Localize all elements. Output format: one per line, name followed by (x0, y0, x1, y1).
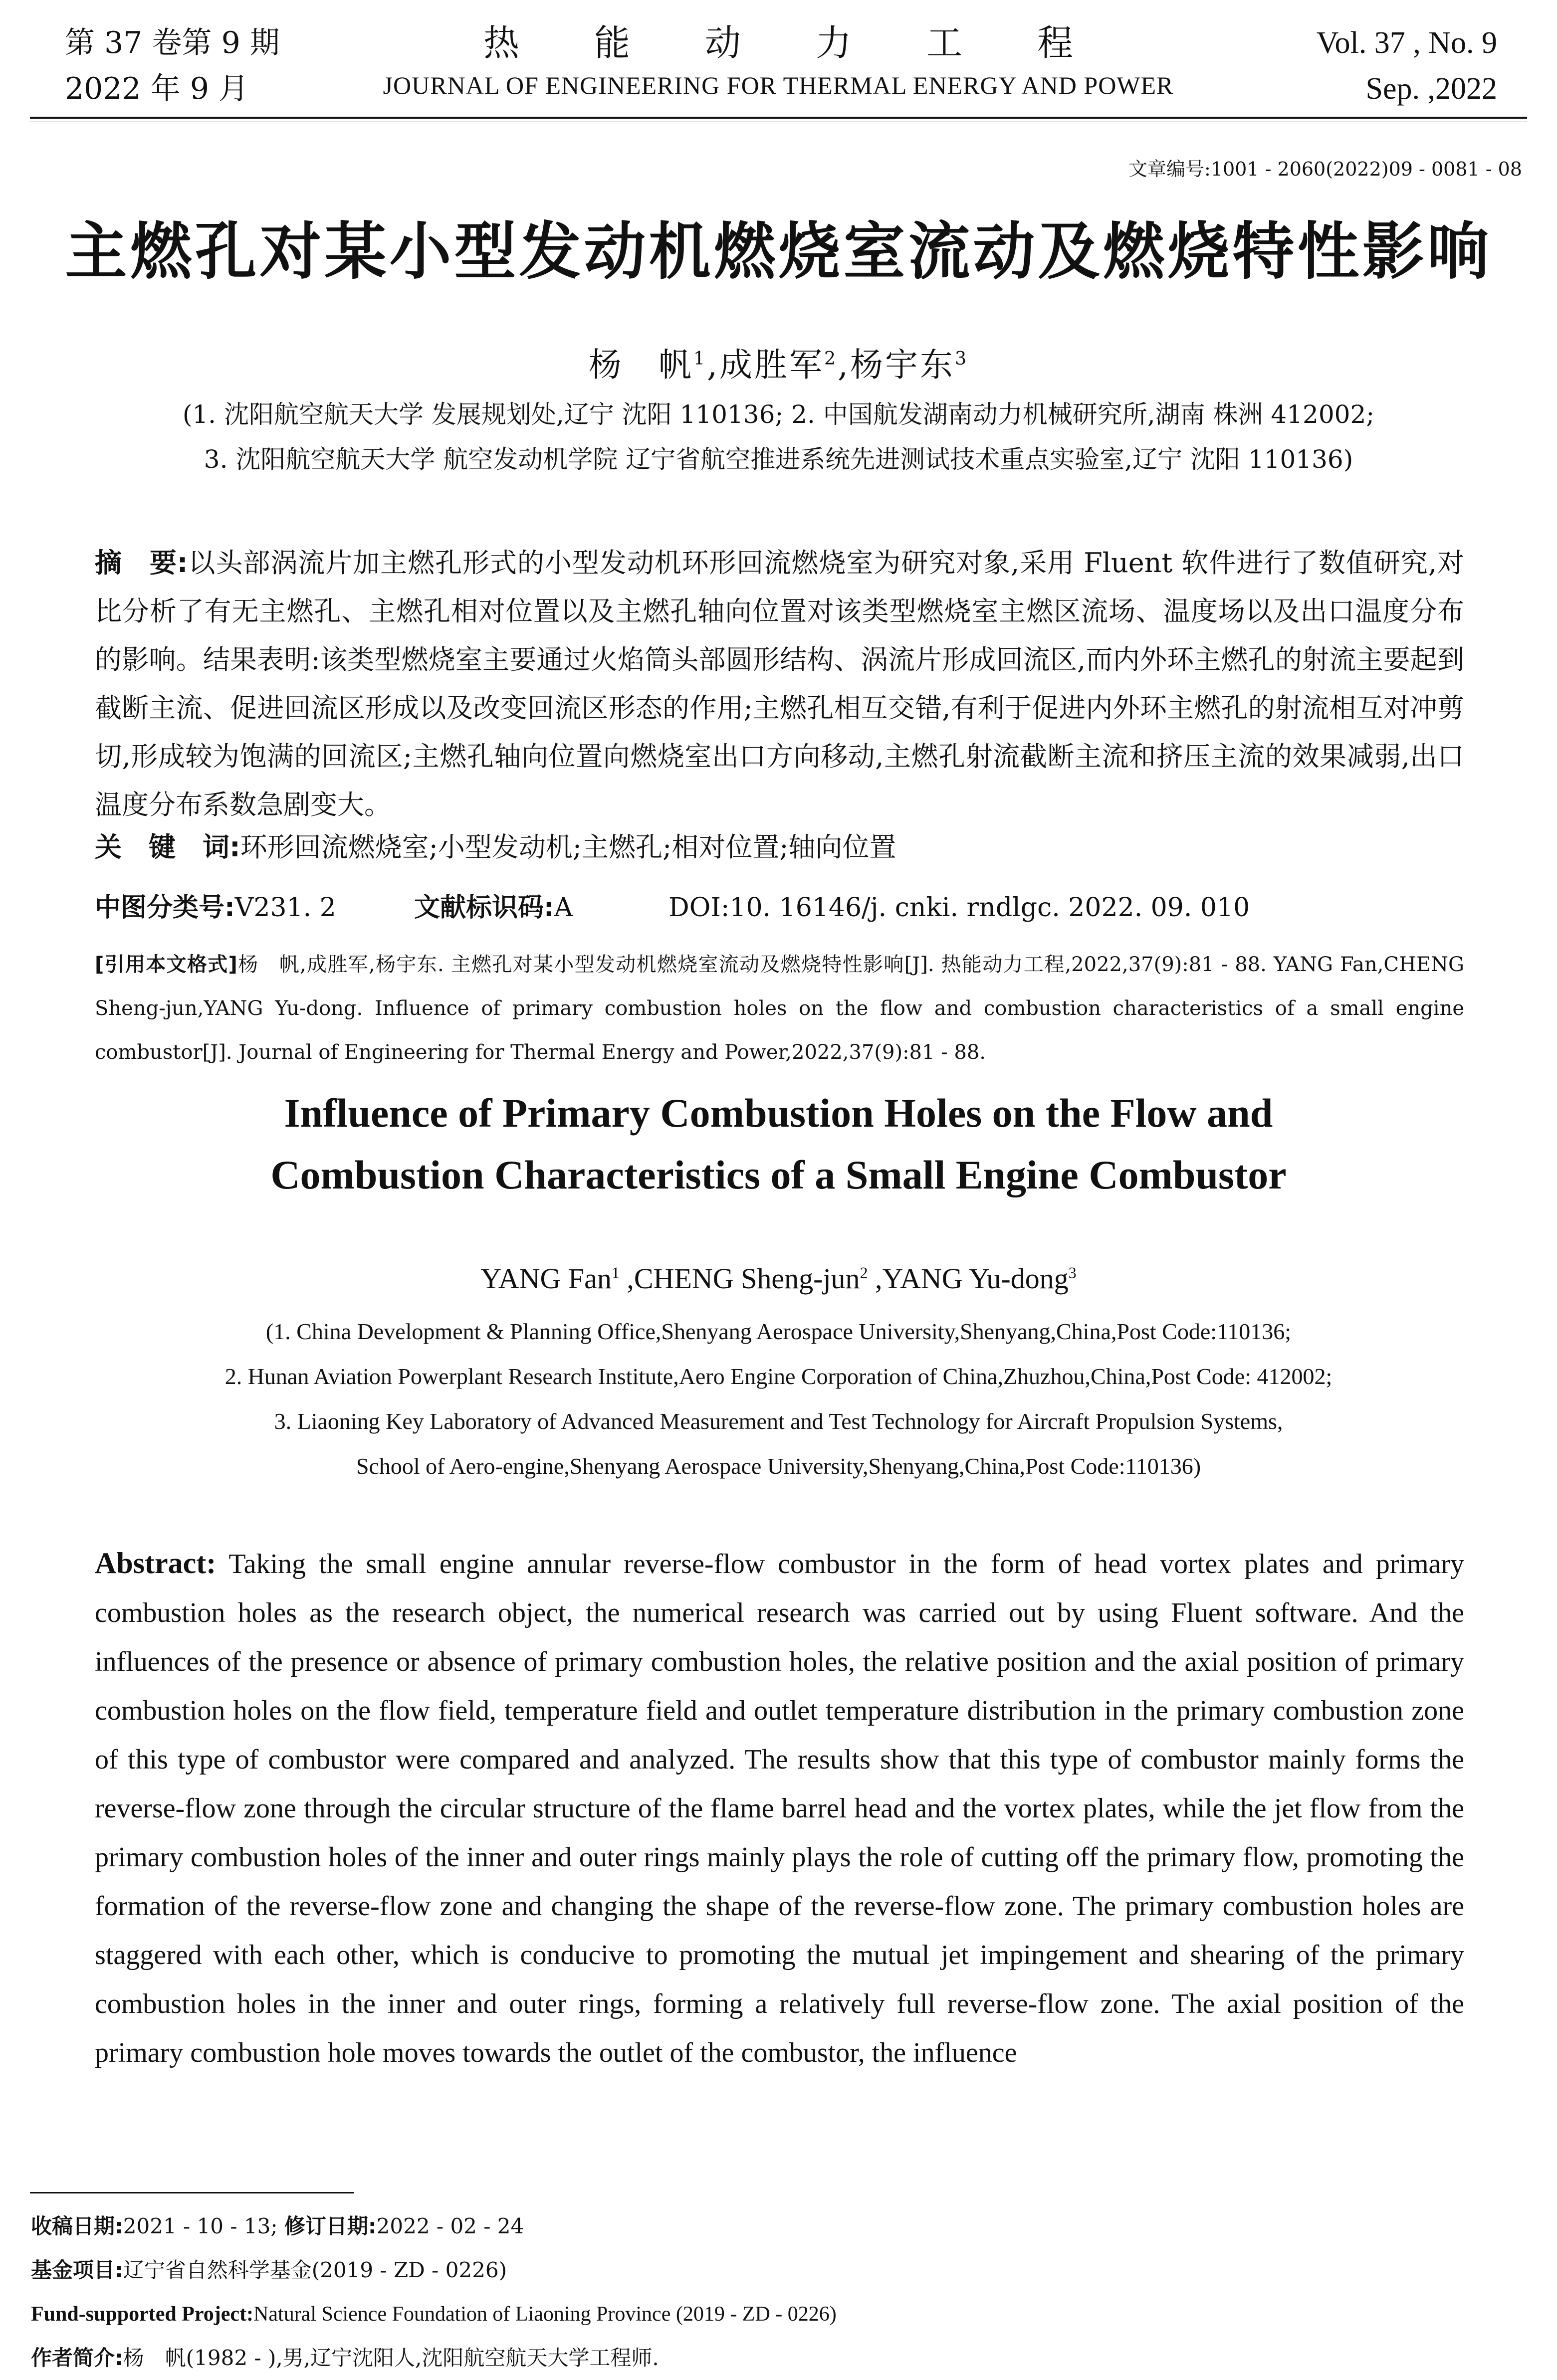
author-cn: 成胜军 (719, 346, 824, 384)
title-en (0, 1082, 1557, 1206)
journal-name-en: JOURNAL OF ENGINEERING FOR THERMAL ENERGY AND POWER (383, 71, 1174, 99)
header-center (349, 20, 1207, 105)
keywords-cn (95, 823, 1464, 871)
keywords-cn-label: 关 键 词: (95, 831, 240, 863)
citation-label: [引用本文格式] (95, 953, 237, 976)
doc-code-label: 文献标识码: (414, 893, 554, 923)
footnote-rule (30, 2192, 354, 2193)
footnote-fund-en (31, 2292, 837, 2336)
fund-cn-label: 基金项目: (31, 2258, 123, 2282)
author-separator: , (838, 346, 851, 384)
header-right (1317, 20, 1497, 112)
fund-cn-value: 辽宁省自然科学基金(2019 - ZD - 0226) (123, 2258, 507, 2282)
author-separator: , (619, 1262, 634, 1295)
author-affiliation-mark: 1 (611, 1264, 620, 1282)
footnote-dates (31, 2204, 837, 2248)
author-en: YANG Fan (480, 1262, 612, 1295)
volume-issue-en: Vol. 37 , No. 9 (1316, 26, 1497, 60)
classification-line (95, 885, 1250, 930)
author-affiliation-mark: 2 (860, 1264, 868, 1282)
abstract-cn (95, 539, 1464, 829)
author-separator: , (868, 1262, 883, 1295)
author-affiliation-mark: 3 (1068, 1264, 1077, 1282)
abstract-en-label: Abstract: (95, 1547, 217, 1580)
doc-code-value: A (554, 893, 573, 923)
doi: DOI:10. 16146/j. cnki. rndlgc. 2022. 09. 010 (668, 893, 1250, 923)
fund-en-value: Natural Science Foundation of Liaoning Province (2019 - ZD - 0226) (253, 2303, 837, 2326)
affiliation-line: School of Aero-engine,Shenyang Aerospace University,Shenyang,China,Post Code:110136) (356, 1453, 1201, 1479)
revised-value: 2022 - 02 - 24 (376, 2214, 524, 2238)
title-en-line: Influence of Primary Combustion Holes on the Flow and (284, 1090, 1273, 1136)
clc-value: V231. 2 (234, 893, 336, 923)
author-bio-value: 杨 帆(1982 - ),男,辽宁沈阳人,沈阳航空航天大学工程师. (123, 2346, 659, 2370)
title-en-line: Combustion Characteristics of a Small Engine Combustor (270, 1152, 1287, 1197)
author-bio-label: 作者简介: (31, 2346, 123, 2370)
citation-text: 杨 帆,成胜军,杨宇东. 主燃孔对某小型发动机燃烧室流动及燃烧特性影响[J]. 热能动力工程,2022,37(9):81 - 88. YANG Fan,CHENG Sheng-jun,YANG Yu-dong. Influence of primary combustion holes on the flow and combustion characteristics of a small engine combustor[J]. Journal of Engineering for Thermal Energy and Power,2022,37(9):81 - 88. (95, 953, 1465, 1064)
author-affiliation-mark: 1 (693, 348, 707, 369)
abstract-en (95, 1539, 1464, 2077)
affiliations-en (0, 1309, 1557, 1489)
author-affiliation-mark: 2 (824, 348, 838, 369)
footnote-author-bio (31, 2336, 837, 2380)
citation-block (95, 943, 1464, 1074)
volume-issue-cn: 第 37 卷第 9 期 (65, 25, 280, 60)
affiliation-line: 3. 沈阳航空航天大学 航空发动机学院 辽宁省航空推进系统先进测试技术重点实验室,辽宁 沈阳 110136) (204, 445, 1353, 474)
footnotes (31, 2204, 837, 2380)
received-label: 收稿日期: (31, 2214, 123, 2238)
abstract-cn-text: 以头部涡流片加主燃孔形式的小型发动机环形回流燃烧室为研究对象,采用 Fluent 软件进行了数值研究,对比分析了有无主燃孔、主燃孔相对位置以及主燃孔轴向位置对该类型燃烧室主燃区流场、温度场以及出口温度分布的影响。结果表明:该类型燃烧室主要通过火焰筒头部圆形结构、涡流片形成回流区,而内外环主燃孔的射流主要起到截断主流、促进回流区形成以及改变回流区形态的作用;主燃孔相互交错,有利于促进内外环主燃孔的射流相互对冲剪切,形成较为饱满的回流区;主燃孔轴向位置向燃烧室出口方向移动,主燃孔射流截断主流和挤压主流的效果减弱,出口温度分布系数急剧变大。 (95, 547, 1464, 820)
header-left (65, 20, 280, 112)
author-separator: , (706, 346, 719, 384)
author-cn: 杨 帆 (588, 346, 693, 384)
keywords-cn-text: 环形回流燃烧室;小型发动机;主燃孔;相对位置;轴向位置 (240, 831, 896, 863)
header-rule-thick (30, 117, 1527, 119)
date-en: Sep. ,2022 (1365, 72, 1497, 106)
authors-cn (0, 338, 1557, 386)
revised-label: 修订日期: (284, 2214, 377, 2238)
author-affiliation-mark: 3 (955, 348, 969, 369)
author-en: CHENG Sheng-jun (634, 1262, 860, 1295)
affiliations-cn (0, 392, 1557, 482)
abstract-en-text: Taking the small engine annular reverse-flow combustor in the form of head vortex plates and primary combustion holes as the research object, the numerical research was carried out by using Fluent software. And the influences of the presence or absence of primary combustion holes, the relative position and the axial position of primary combustion holes on the flow field, temperature field and outlet temperature distribution in the primary combustion zone of this type of combustor were compared and analyzed. The results show that this type of combustor mainly forms the reverse-flow zone through the circular structure of the flame barrel head and the vortex plates, while the jet flow from the primary combustion holes of the inner and outer rings mainly plays the role of cutting off the primary flow, promoting the formation of the reverse-flow zone and changing the shape of the reverse-flow zone. The primary combustion holes are staggered with each other, which is conducive to promoting the mutual jet impingement and shearing of the primary combustion holes in the inner and outer rings, forming a relatively full reverse-flow zone. The axial position of the primary combustion hole moves towards the outlet of the combustor, the influence (95, 1549, 1465, 2068)
authors-en (0, 1262, 1557, 1295)
affiliation-line: (1. China Development & Planning Office,Shenyang Aerospace University,Shenyang,China,Post Code:110136; (265, 1319, 1292, 1344)
date-cn: 2022 年 9 月 (65, 71, 249, 106)
fund-en-label: Fund-supported Project: (31, 2303, 254, 2326)
journal-name-cn: 热能动力工程 (483, 22, 1148, 64)
abstract-cn-label: 摘 要: (95, 547, 188, 579)
affiliation-line: 2. Hunan Aviation Powerplant Research Institute,Aero Engine Corporation of China,Zhuzhou,China,Post Code: 412002; (224, 1364, 1333, 1389)
footnote-fund-cn (31, 2248, 837, 2292)
affiliation-line: 3. Liaoning Key Laboratory of Advanced Measurement and Test Technology for Aircraft Propulsion Systems, (274, 1408, 1283, 1434)
article-number: 文章编号:1001 - 2060(2022)09 - 0081 - 08 (1128, 158, 1522, 180)
title-cn: 主燃孔对某小型发动机燃烧室流动及燃烧特性影响 (65, 216, 1492, 288)
affiliation-line: (1. 沈阳航空航天大学 发展规划处,辽宁 沈阳 110136; 2. 中国航发湖南动力机械研究所,湖南 株洲 412002; (182, 400, 1375, 429)
received-value: 2021 - 10 - 13; (123, 2214, 278, 2238)
author-en: YANG Yu-dong (882, 1262, 1069, 1295)
author-cn: 杨宇东 (850, 346, 955, 384)
clc-label: 中图分类号: (95, 893, 235, 923)
